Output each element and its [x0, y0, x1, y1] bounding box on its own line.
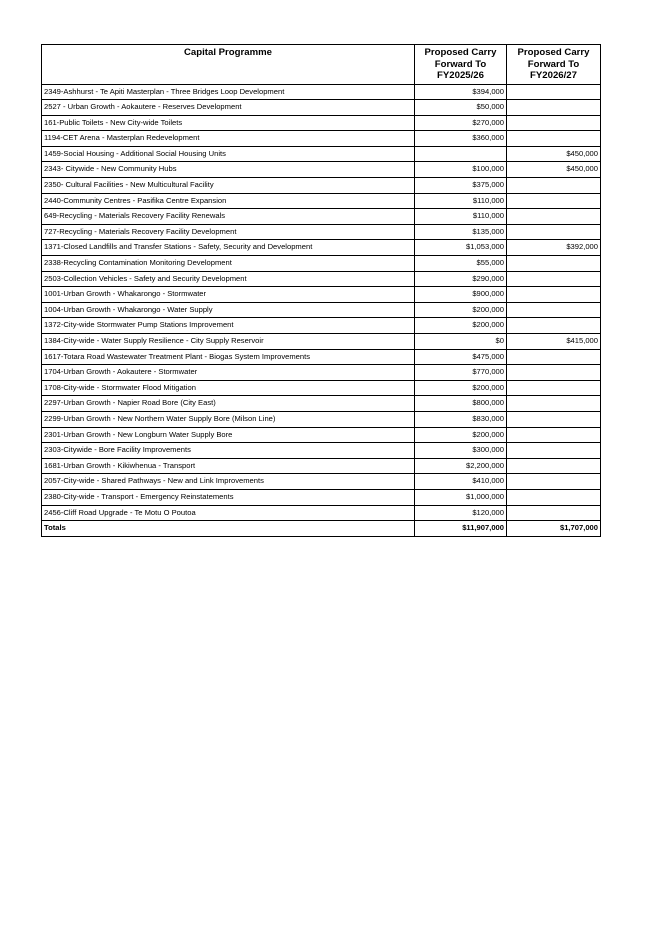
fy2026-27-cell [507, 380, 601, 396]
header-capital-programme: Capital Programme [42, 45, 415, 85]
programme-name-cell: 2343- Citywide - New Community Hubs [42, 162, 415, 178]
programme-name-cell: 2456-Cliff Road Upgrade - Te Motu O Poutoa [42, 505, 415, 521]
table-row [42, 287, 601, 303]
capital-programme-table [41, 44, 601, 537]
programme-name-cell: 1001-Urban Growth - Whakarongo - Stormwater [42, 287, 415, 303]
programme-name-cell: 727-Recycling - Materials Recovery Facility Development [42, 224, 415, 240]
fy2025-26-cell: $375,000 [415, 178, 507, 194]
fy2025-26-cell: $110,000 [415, 209, 507, 225]
fy2026-27-cell [507, 224, 601, 240]
table-body [42, 84, 601, 536]
fy2026-27-cell [507, 302, 601, 318]
programme-name-cell: 2303-Citywide - Bore Facility Improvements [42, 443, 415, 459]
fy2026-27-cell [507, 318, 601, 334]
document-page [41, 44, 600, 537]
table-row [42, 334, 601, 350]
table-row [42, 224, 601, 240]
programme-name-cell: 1372-City-wide Stormwater Pump Stations Improvement [42, 318, 415, 334]
table-row [42, 131, 601, 147]
programme-name-cell: 1384-City-wide - Water Supply Resilience - City Supply Reservoir [42, 334, 415, 350]
fy2025-26-cell: $200,000 [415, 302, 507, 318]
table-row [42, 115, 601, 131]
header-carry-forward-fy2025-26: Proposed Carry Forward To FY2025/26 [415, 45, 507, 85]
table-row [42, 458, 601, 474]
table-row [42, 240, 601, 256]
fy2025-26-cell: $100,000 [415, 162, 507, 178]
fy2025-26-cell: $1,000,000 [415, 489, 507, 505]
table-row [42, 100, 601, 116]
fy2025-26-cell: $1,053,000 [415, 240, 507, 256]
fy2026-27-cell [507, 505, 601, 521]
programme-name-cell: 2057-City-wide - Shared Pathways - New and Link Improvements [42, 474, 415, 490]
fy2025-26-cell: $2,200,000 [415, 458, 507, 474]
table-row [42, 271, 601, 287]
table-row [42, 209, 601, 225]
programme-name-cell: 2297-Urban Growth - Napier Road Bore (City East) [42, 396, 415, 412]
programme-name-cell: 2527 - Urban Growth - Aokautere - Reserves Development [42, 100, 415, 116]
fy2026-27-cell: $392,000 [507, 240, 601, 256]
programme-name-cell: 1704-Urban Growth - Aokautere - Stormwater [42, 365, 415, 381]
fy2025-26-cell: $900,000 [415, 287, 507, 303]
fy2026-27-cell [507, 100, 601, 116]
fy2025-26-cell: $475,000 [415, 349, 507, 365]
fy2026-27-cell [507, 458, 601, 474]
table-row [42, 84, 601, 100]
fy2026-27-cell [507, 115, 601, 131]
fy2025-26-cell: $55,000 [415, 256, 507, 272]
fy2026-27-cell [507, 443, 601, 459]
fy2025-26-cell: $120,000 [415, 505, 507, 521]
table-row [42, 178, 601, 194]
table-row [42, 505, 601, 521]
fy2025-26-cell: $200,000 [415, 318, 507, 334]
table-row [42, 474, 601, 490]
programme-name-cell: 2299-Urban Growth - New Northern Water Supply Bore (Milson Line) [42, 411, 415, 427]
fy2026-27-cell [507, 131, 601, 147]
fy2026-27-cell [507, 474, 601, 490]
total-fy2026-27: $1,707,000 [507, 521, 601, 537]
fy2026-27-cell: $415,000 [507, 334, 601, 350]
table-row [42, 162, 601, 178]
table-row [42, 349, 601, 365]
programme-name-cell: 1708-City-wide - Stormwater Flood Mitigation [42, 380, 415, 396]
fy2026-27-cell [507, 349, 601, 365]
table-row [42, 318, 601, 334]
fy2025-26-cell: $50,000 [415, 100, 507, 116]
fy2026-27-cell [507, 193, 601, 209]
fy2026-27-cell [507, 84, 601, 100]
programme-name-cell: 2440-Community Centres - Pasifika Centre Expansion [42, 193, 415, 209]
programme-name-cell: 1681-Urban Growth - Kikiwhenua - Transport [42, 458, 415, 474]
header-carry-forward-fy2026-27: Proposed Carry Forward To FY2026/27 [507, 45, 601, 85]
table-row [42, 146, 601, 162]
programme-name-cell: 2380-City-wide - Transport - Emergency Reinstatements [42, 489, 415, 505]
fy2025-26-cell: $200,000 [415, 427, 507, 443]
programme-name-cell: 649-Recycling - Materials Recovery Facility Renewals [42, 209, 415, 225]
table-header-row [42, 45, 601, 85]
fy2025-26-cell: $270,000 [415, 115, 507, 131]
fy2026-27-cell [507, 287, 601, 303]
fy2025-26-cell: $770,000 [415, 365, 507, 381]
fy2025-26-cell: $830,000 [415, 411, 507, 427]
fy2025-26-cell: $800,000 [415, 396, 507, 412]
programme-name-cell: 2350- Cultural Facilities - New Multicultural Facility [42, 178, 415, 194]
fy2025-26-cell: $135,000 [415, 224, 507, 240]
fy2026-27-cell [507, 396, 601, 412]
fy2025-26-cell: $200,000 [415, 380, 507, 396]
table-row [42, 193, 601, 209]
programme-name-cell: 1617-Totara Road Wastewater Treatment Plant - Biogas System Improvements [42, 349, 415, 365]
fy2026-27-cell [507, 489, 601, 505]
fy2026-27-cell [507, 209, 601, 225]
fy2025-26-cell: $394,000 [415, 84, 507, 100]
programme-name-cell: 2338-Recycling Contamination Monitoring Development [42, 256, 415, 272]
fy2025-26-cell: $300,000 [415, 443, 507, 459]
table-row [42, 396, 601, 412]
programme-name-cell: 1459-Social Housing - Additional Social Housing Units [42, 146, 415, 162]
table-row [42, 411, 601, 427]
table-row [42, 443, 601, 459]
table-row [42, 380, 601, 396]
table-row [42, 302, 601, 318]
totals-row [42, 521, 601, 537]
fy2025-26-cell: $290,000 [415, 271, 507, 287]
programme-name-cell: 1371-Closed Landfills and Transfer Stations - Safety, Security and Development [42, 240, 415, 256]
fy2025-26-cell: $0 [415, 334, 507, 350]
fy2026-27-cell: $450,000 [507, 146, 601, 162]
fy2025-26-cell: $110,000 [415, 193, 507, 209]
table-row [42, 256, 601, 272]
fy2026-27-cell [507, 271, 601, 287]
programme-name-cell: 2349-Ashhurst - Te Apiti Masterplan - Three Bridges Loop Development [42, 84, 415, 100]
total-fy2025-26: $11,907,000 [415, 521, 507, 537]
fy2026-27-cell [507, 178, 601, 194]
fy2026-27-cell [507, 427, 601, 443]
programme-name-cell: 1004-Urban Growth - Whakarongo - Water Supply [42, 302, 415, 318]
programme-name-cell: 1194-CET Arena - Masterplan Redevelopment [42, 131, 415, 147]
programme-name-cell: 2301-Urban Growth - New Longburn Water Supply Bore [42, 427, 415, 443]
fy2025-26-cell: $410,000 [415, 474, 507, 490]
fy2026-27-cell [507, 365, 601, 381]
fy2025-26-cell: $360,000 [415, 131, 507, 147]
programme-name-cell: 161-Public Toilets - New City-wide Toilets [42, 115, 415, 131]
totals-label: Totals [42, 521, 415, 537]
fy2026-27-cell [507, 256, 601, 272]
fy2026-27-cell: $450,000 [507, 162, 601, 178]
table-row [42, 427, 601, 443]
fy2025-26-cell [415, 146, 507, 162]
table-row [42, 489, 601, 505]
fy2026-27-cell [507, 411, 601, 427]
programme-name-cell: 2503-Collection Vehicles - Safety and Security Development [42, 271, 415, 287]
table-row [42, 365, 601, 381]
